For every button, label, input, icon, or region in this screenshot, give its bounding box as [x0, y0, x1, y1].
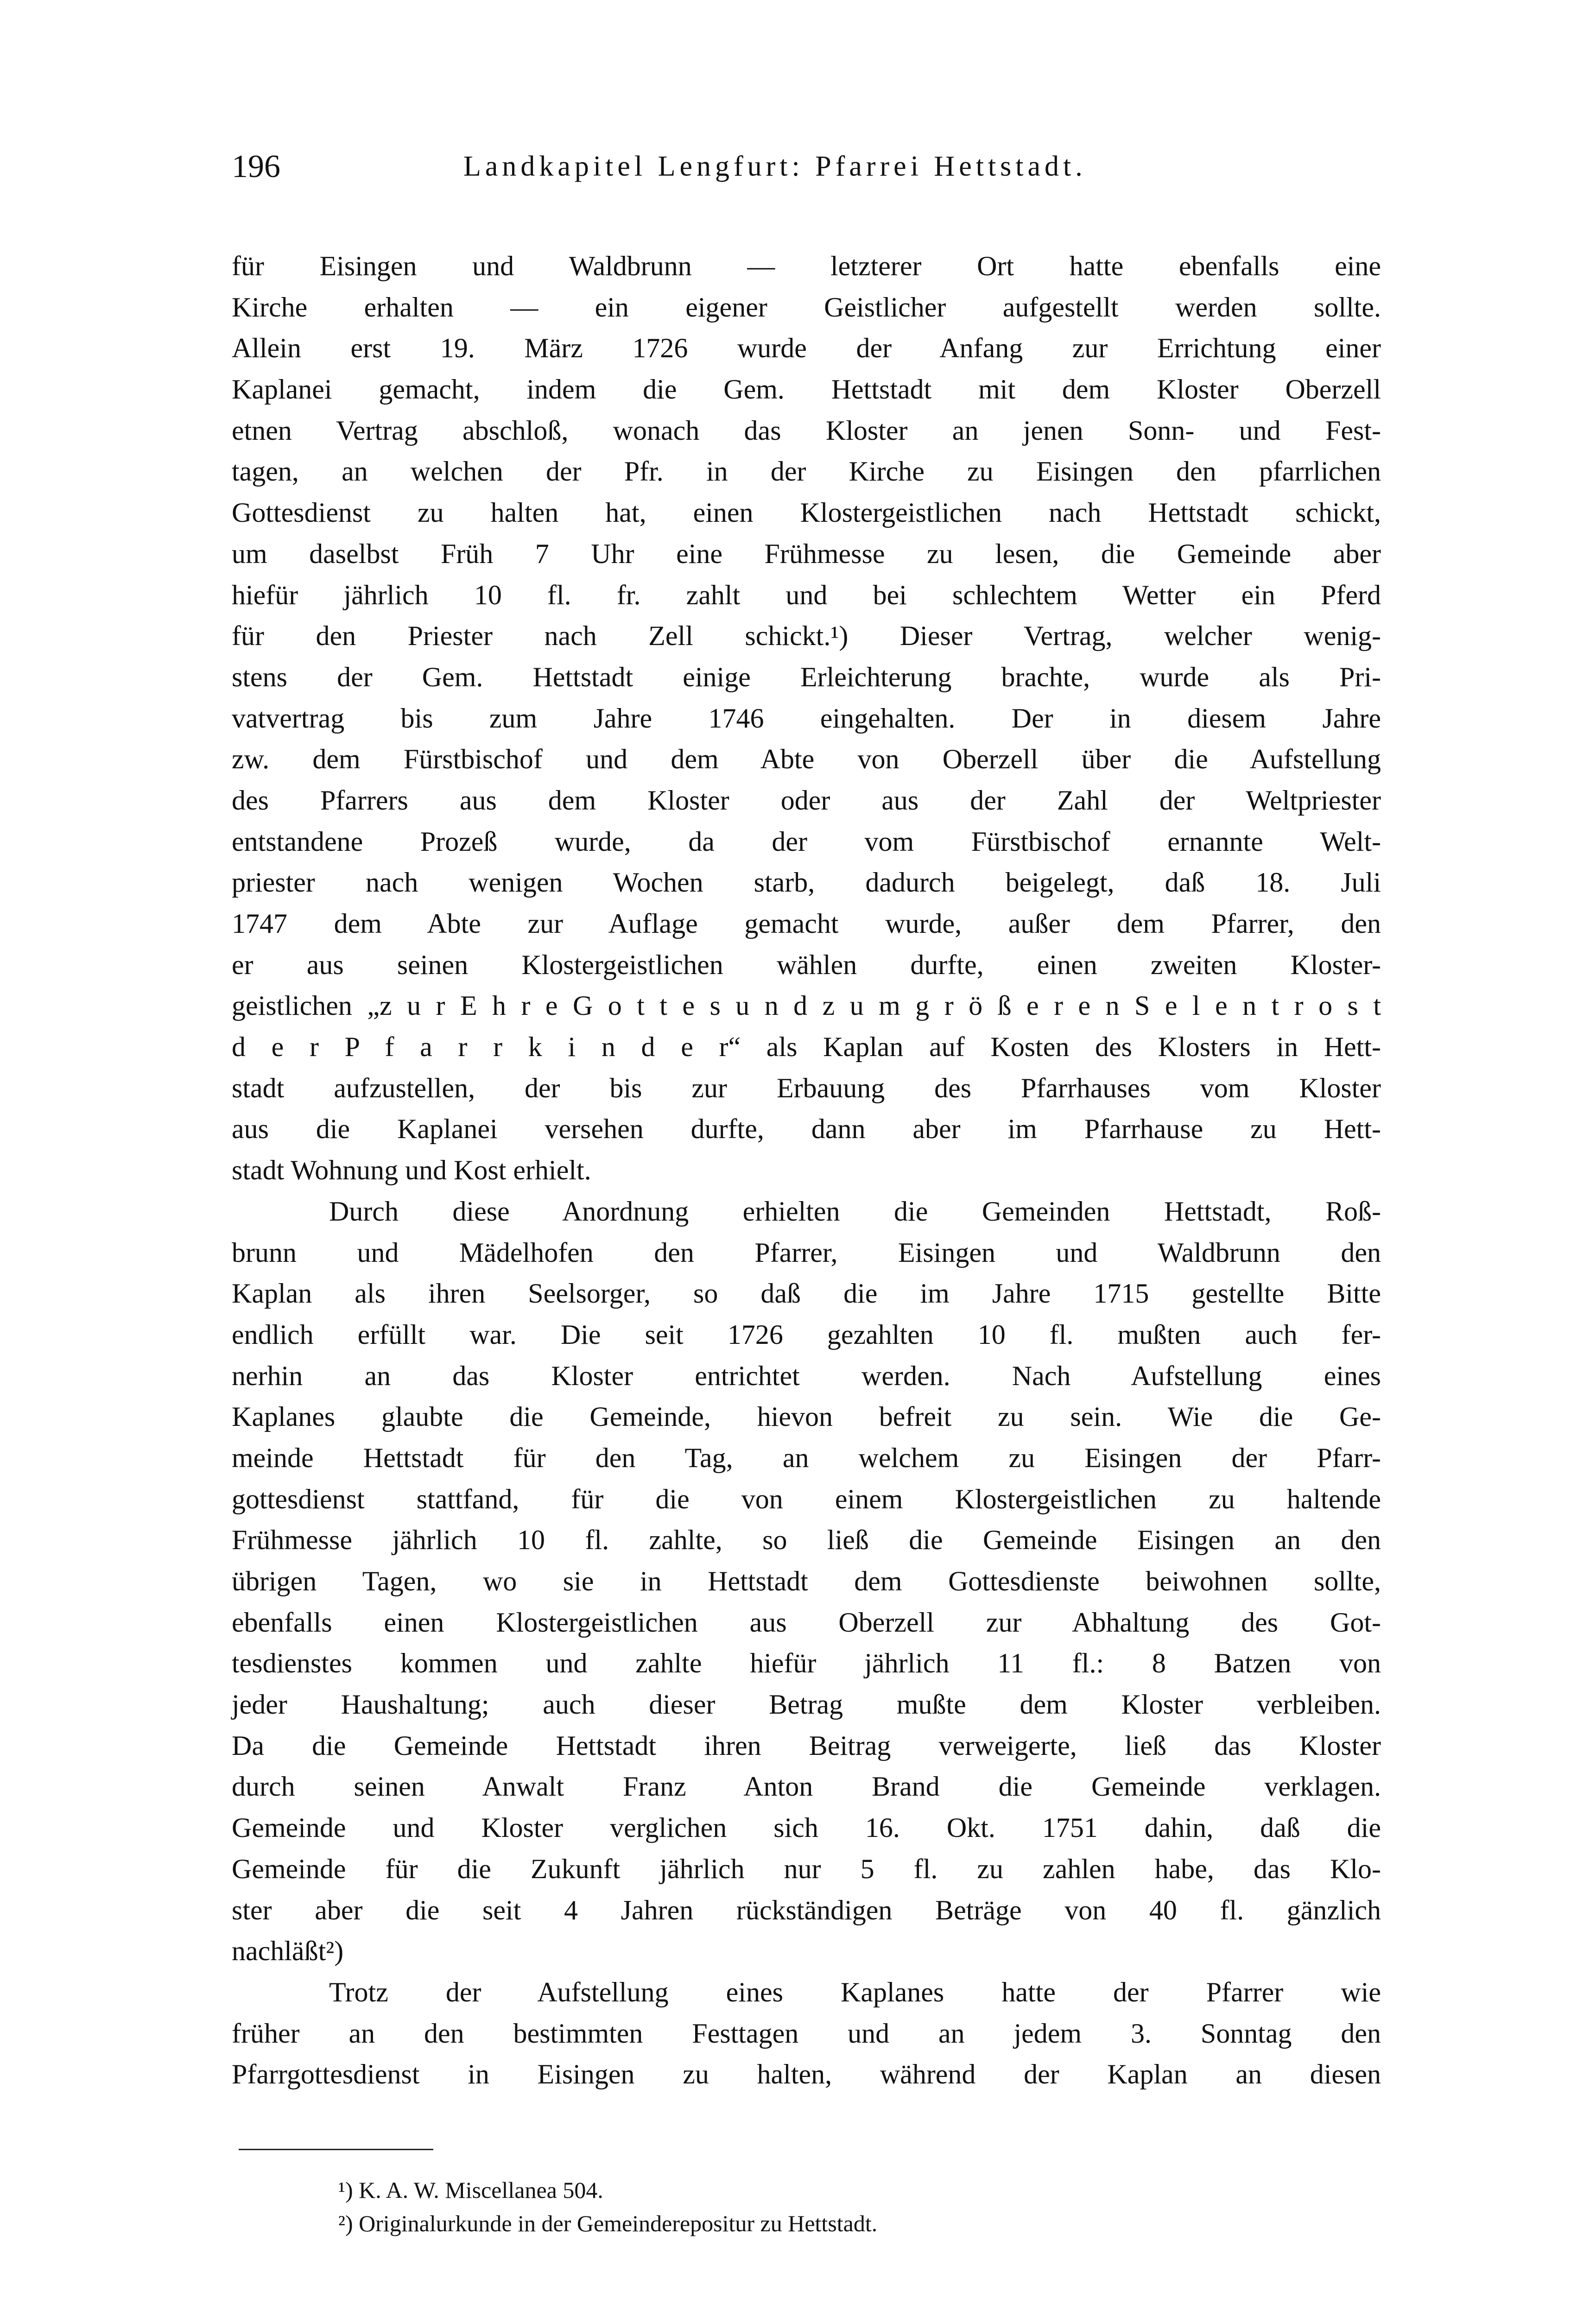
text-line: brunn und Mädelhofen den Pfarrer, Eisingen und Waldbrunn den	[232, 1237, 1381, 1268]
footnotes	[338, 2173, 877, 2240]
text-line: stadt aufzustellen, der bis zur Erbauung des Pfarrhauses vom Kloster	[232, 1072, 1381, 1103]
text-line: um daselbst Früh 7 Uhr eine Frühmesse zu lesen, die Gemeinde aber	[232, 538, 1381, 569]
text-line: stadt Wohnung und Kost erhielt.	[232, 1155, 591, 1186]
text-line: Kaplanes glaubte die Gemeinde, hievon befreit zu sein. Wie die Ge-	[232, 1401, 1381, 1432]
text-line: ebenfalls einen Klostergeistlichen aus Oberzell zur Abhaltung des Got-	[232, 1607, 1381, 1638]
running-title: Landkapitel Lengfurt: Pfarrei Hettstadt.	[463, 151, 1087, 182]
text-line: meinde Hettstadt für den Tag, an welchem zu Eisingen der Pfarr-	[232, 1442, 1381, 1473]
text-line: stens der Gem. Hettstadt einige Erleichterung brachte, wurde als Pri-	[232, 661, 1381, 692]
text-line: Pfarrgottesdienst in Eisingen zu halten, während der Kaplan an diesen	[232, 2059, 1381, 2090]
text-line: durch seinen Anwalt Franz Anton Brand die Gemeinde verklagen.	[232, 1771, 1381, 1802]
text-line: übrigen Tagen, wo sie in Hettstadt dem Gottesdienste beiwohnen sollte,	[232, 1566, 1381, 1596]
text-line: entstandene Prozeß wurde, da der vom Fürstbischof ernannte Welt-	[232, 826, 1381, 857]
text-line: hiefür jährlich 10 fl. fr. zahlt und bei schlechtem Wetter ein Pferd	[232, 579, 1381, 610]
text-line: Frühmesse jährlich 10 fl. zahlte, so ließ die Gemeinde Eisingen an den	[232, 1525, 1381, 1556]
paragraph	[232, 1972, 1381, 2095]
page-number: 196	[232, 149, 280, 184]
text-line: priester nach wenigen Wochen starb, dadurch beigelegt, daß 18. Juli	[232, 867, 1381, 898]
text-line: Kaplanei gemacht, indem die Gem. Hettstadt mit dem Kloster Oberzell	[232, 374, 1381, 405]
text-line: gottesdienst stattfand, für die von einem Klostergeistlichen zu haltende	[232, 1483, 1381, 1514]
text-line: geistlichen „z u r E h r e G o t t e s u n d z u m g r ö ß e r e n S e l e n t r o s t	[232, 990, 1381, 1021]
body-text	[232, 246, 1381, 2095]
text-line: Kaplan als ihren Seelsorger, so daß die im Jahre 1715 gestellte Bitte	[232, 1278, 1381, 1309]
text-line: d e r P f a r r k i n d e r“ als Kaplan auf Kosten des Klosters in Hett-	[232, 1032, 1381, 1063]
footnote-divider	[239, 2149, 433, 2150]
text-line: er aus seinen Klostergeistlichen wählen durfte, einen zweiten Kloster-	[232, 949, 1381, 980]
footnote-2: ²) Originalurkunde in der Gemeinderepositur zu Hettstadt.	[338, 2210, 878, 2236]
text-line: für den Priester nach Zell schickt.¹) Dieser Vertrag, welcher wenig-	[232, 620, 1381, 652]
text-line: etnen Vertrag abschloß, wonach das Kloster an jenen Sonn- und Fest-	[232, 415, 1381, 446]
paragraph	[232, 246, 1381, 1191]
text-line: tesdienstes kommen und zahlte hiefür jährlich 11 fl.: 8 Batzen von	[232, 1648, 1381, 1679]
text-line: Durch diese Anordnung erhielten die Gemeinden Hettstadt, Roß-	[329, 1196, 1381, 1227]
text-line: zw. dem Fürstbischof und dem Abte von Oberzell über die Aufstellung	[232, 744, 1381, 775]
text-line: ster aber die seit 4 Jahren rückständigen Beträge von 40 fl. gänzlich	[232, 1894, 1381, 1925]
text-line: jeder Haushaltung; auch dieser Betrag mußte dem Kloster verbleiben.	[232, 1689, 1381, 1720]
text-line: vatvertrag bis zum Jahre 1746 eingehalten. Der in diesem Jahre	[232, 703, 1381, 734]
text-line: Kirche erhalten — ein eigener Geistlicher aufgestellt werden sollte.	[232, 291, 1381, 323]
text-line: nerhin an das Kloster entrichtet werden. Nach Aufstellung eines	[232, 1360, 1381, 1391]
text-line: für Eisingen und Waldbrunn — letzterer Ort hatte ebenfalls eine	[232, 251, 1381, 281]
text-line: Trotz der Aufstellung eines Kaplanes hatte der Pfarrer wie	[329, 1976, 1381, 2007]
text-line: nachläßt²)	[232, 1936, 344, 1967]
text-line: des Pfarrers aus dem Kloster oder aus der Zahl der Weltpriester	[232, 785, 1381, 816]
text-line: Gemeinde für die Zukunft jährlich nur 5 fl. zu zahlen habe, das Klo-	[232, 1853, 1381, 1884]
text-line: Gottesdienst zu halten hat, einen Klostergeistlichen nach Hettstadt schickt,	[232, 497, 1381, 528]
text-line: Allein erst 19. März 1726 wurde der Anfang zur Errichtung einer	[232, 333, 1381, 364]
running-header	[232, 148, 1381, 195]
text-line: tagen, an welchen der Pfr. in der Kirche zu Eisingen den pfarrlichen	[232, 456, 1381, 487]
text-line: Gemeinde und Kloster verglichen sich 16. Okt. 1751 dahin, daß die	[232, 1812, 1381, 1843]
paragraph	[232, 1191, 1381, 1972]
text-line: aus die Kaplanei versehen durfte, dann aber im Pfarrhause zu Hett-	[232, 1114, 1381, 1145]
text-line: endlich erfüllt war. Die seit 1726 gezahlten 10 fl. mußten auch fer-	[232, 1319, 1381, 1350]
text-line: Da die Gemeinde Hettstadt ihren Beitrag verweigerte, ließ das Kloster	[232, 1730, 1381, 1761]
text-line: 1747 dem Abte zur Auflage gemacht wurde, außer dem Pfarrer, den	[232, 908, 1381, 939]
footnote-1: ¹) K. A. W. Miscellanea 504.	[338, 2177, 603, 2203]
text-line: früher an den bestimmten Festtagen und an jedem 3. Sonntag den	[232, 2018, 1381, 2049]
